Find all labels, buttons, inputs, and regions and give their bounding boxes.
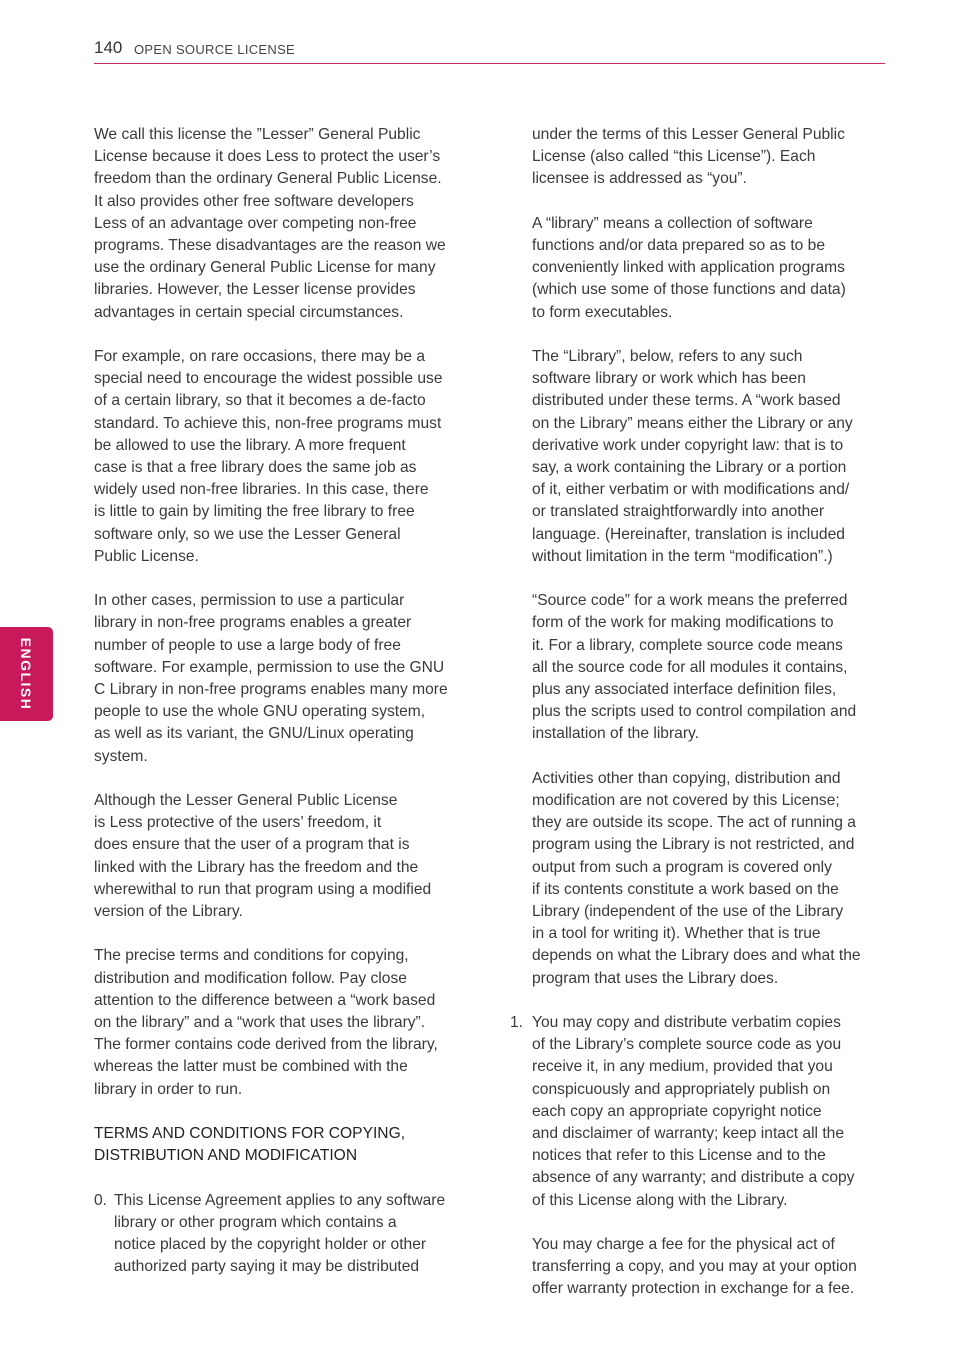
list-item-number: 0. <box>94 1191 108 1209</box>
list-item-text: This License Agreement applies to any software library or other program which contains a notice placed by the copyright holder or other authorized party saying it may be distributed <box>114 1191 446 1276</box>
paragraph: “Source code” for a work means the preferred form of the work for making modifications to it. For a library, complete source code means all the source code for all modules it contains, plus any associated interface definition files, plus the scripts used to control compilation and installation of the library. <box>532 592 857 743</box>
paragraph: We call this license the ”Lesser” General Public License because it does Less to protect the user’s freedom than the ordinary General Public License. It also provides other free software developers Less of an advantage over competing non-free programs. These disadvantages are the reason we use the ordinary General Public License for many libraries. However, the Lesser license provides advantages in certain special circumstances. <box>94 126 446 321</box>
paragraph: A “library” means a collection of software functions and/or data prepared so as to be conveniently linked with application programs (which use some of those functions and data) to form executables. <box>532 214 846 321</box>
paragraph: You may charge a fee for the physical act of transferring a copy, and you may at your option offer warranty protection in exchange for a fee. <box>532 1236 857 1298</box>
list-item <box>94 1190 474 1279</box>
paragraph: The precise terms and conditions for copying, distribution and modification follow. Pay close attention to the difference between a “work based on the library” and a “work that uses the library”. The former contains code derived from the library, whereas the latter must be combined with the library in order to run. <box>94 947 438 1098</box>
paragraph: For example, on rare occasions, there may be a special need to encourage the widest possible use of a certain library, so that it becomes a de-facto standard. To achieve this, non-free programs must be allowed to use the library. A more frequent case is that a free library does the same job as widely used non-free libraries. In this case, there is little to gain by limiting the free library to free software only, so we use the Lesser General Public License. <box>94 348 443 565</box>
list-item-text: You may copy and distribute verbatim copies of the Library’s complete source code as you receive it, in any medium, provided that you conspicuously and appropriately publish on each copy an appropriate copyright notice and disclaimer of warranty; keep intact all the notices that refer to this License and to the absence of any warranty; and distribute a copy of this License along with the Library. <box>532 1014 855 1209</box>
page-number: 140 <box>94 38 123 57</box>
list-item <box>510 1012 890 1212</box>
paragraph: Although the Lesser General Public License is Less protective of the users’ freedom, it does ensure that the user of a program that is linked with the Library has the freedom and the wherewithal to run that program using a modified version of the Library. <box>94 792 432 921</box>
paragraph: under the terms of this Lesser General Public License (also called “this License”). Each licensee is addressed as “you”. <box>532 126 845 188</box>
language-tab-label: ENGLISH <box>18 637 34 711</box>
right-column <box>510 124 890 1323</box>
list-item-number: 1. <box>510 1014 524 1032</box>
section-title: OPEN SOURCE LICENSE <box>134 42 296 57</box>
paragraph: The “Library”, below, refers to any such software library or work which has been distributed under these terms. A “work based on the Library” means either the Library or any derivative work under copyright law: that is to say, a work containing the Library or a portion of it, either verbatim or with modifications and/ or translated straightforwardly into another language. (Hereinafter, translation is included without limitation in the term “modification”.) <box>532 348 853 565</box>
page-header <box>94 38 885 64</box>
language-tab <box>0 627 53 721</box>
left-column <box>94 124 474 1301</box>
paragraph: In other cases, permission to use a particular library in non-free programs enables a greater number of people to use a large body of free software. For example, permission to use the GNU C Library in non-free programs enables many more people to use the whole GNU operating system, as well as its variant, the GNU/Linux operating system. <box>94 592 448 765</box>
terms-heading: TERMS AND CONDITIONS FOR COPYING, DISTRIBUTION AND MODIFICATION <box>94 1125 406 1165</box>
paragraph: Activities other than copying, distribution and modification are not covered by this License; they are outside its scope. The act of running a program using the Library is not restricted, and output from such a program is covered only if its contents constitute a work based on the Library (independent of the use of the Library in a tool for writing it). Whether that is true depends on what the Library does and what the program that uses the Library does. <box>532 769 861 987</box>
